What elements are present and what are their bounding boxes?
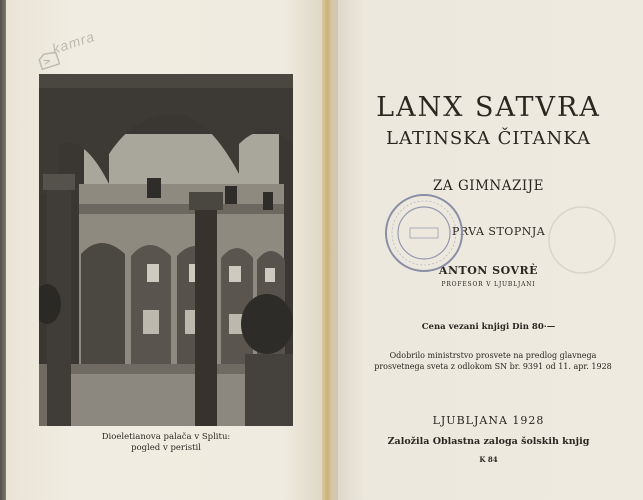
caption-line-2: pogled v peristil (131, 443, 201, 453)
library-stamp-icon (383, 192, 465, 274)
approval-note (356, 350, 630, 372)
author-name: ANTON SOVRÈ (438, 264, 539, 277)
faded-stamp-icon (546, 204, 618, 276)
book-subtitle: LATINSKA ČITANKA (386, 128, 591, 149)
watermark-text: kamra (50, 28, 97, 57)
author-role: PROFESOR V LJUBLJANI (441, 281, 536, 288)
catalog-code: K 84 (479, 455, 498, 464)
price-line: Cena vezani knjigi Din 80·— (421, 322, 556, 332)
approval-line-1: Odobrilo ministrstvo prosvete na predlog glavnega (389, 351, 597, 360)
audience-label: ZA GIMNAZIJE (433, 178, 544, 194)
approval-line-2: prosvetnega sveta z odlokom SN br. 9391 od 11. apr. 1928 (374, 362, 612, 371)
photo-caption (40, 432, 292, 454)
caption-line-1: Dioeletianova palača v Splitu: (101, 432, 231, 442)
archway-photograph (39, 74, 293, 426)
level-label: PRVA STOPNJA (452, 225, 546, 238)
publisher-line: Založila Oblastna zaloga šolskih knjig (387, 436, 590, 447)
city-year: LJUBLJANA 1928 (432, 414, 545, 427)
book-title: LANX SATVRA (376, 92, 601, 123)
